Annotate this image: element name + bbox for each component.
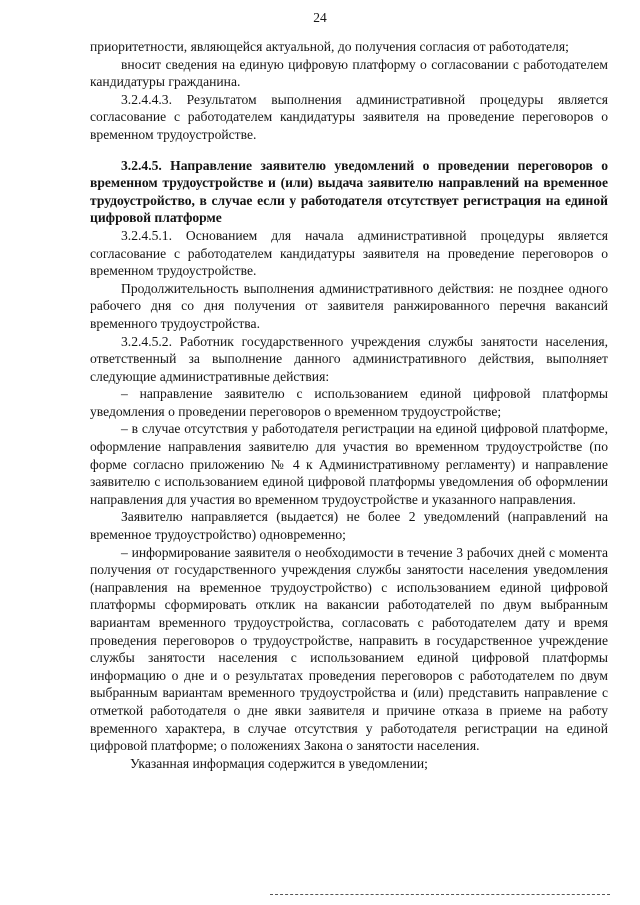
paragraph-continuation: приоритетности, являющейся актуальной, до получения согласия от работодателя;: [90, 39, 569, 54]
paragraph-basis-3-2-4-5-1: 3.2.4.5.1. Основанием для начала административной процедуры является согласование с работодателем кандидатуры заявителя на проведение переговоров о временном трудоустройстве.: [90, 227, 608, 279]
list-item-no-registration: – в случае отсутствия у работодателя регистрации на единой цифровой платформе, оформление направления заявителю для участия во временном трудоустройстве (по форме согласно приложению № 4 к Административному регламенту) и направление заявителю с использованием единой цифровой платформы уведомления об оформлении направления для участия во временном трудоустройстве и указанного направления.: [90, 421, 608, 507]
paragraph-enters-info: вносит сведения на единую цифровую платформу о согласовании с работодателем кандидатуры гражданина.: [90, 56, 608, 90]
paragraph-info-contained: Указанная информация содержится в уведомлении;: [130, 755, 428, 771]
page-body: [90, 38, 608, 772]
paragraph-employee-3-2-4-5-2: 3.2.4.5.2. Работник государственного учреждения службы занятости населения, ответственный за выполнение данного административного действия, выполняет следующие административные действия:: [90, 333, 608, 384]
list-item-send-notice: – направление заявителю с использованием единой цифровой платформы уведомления о проведении переговоров о временном трудоустройстве;: [90, 386, 608, 419]
section-heading-3-2-4-5: 3.2.4.5. Направление заявителю уведомлений о проведении переговоров о временном трудоустройстве и (или) выдача заявителю направлений на временное трудоустройство, в случае если у работодателя отсутствует регистрация на единой цифровой платформе: [90, 157, 608, 226]
list-item-informing: – информирование заявителя о необходимости в течение 3 рабочих дней с момента получения от государственного учреждения службы занятости населения уведомления (направления на временное трудоустройство) с использованием единой цифровой платформы сформировать отклик на вакансии работодателей по двум выбранным вариантам временного трудоустройства, согласовать с работодателем дату и время проведения переговоров о трудоустройстве, направить в государственное учреждение службы занятости населения с использованием единой цифровой платформы информацию о дне и о результатах проведения переговоров с работодателем по двум выбранным вариантам временного трудоустройства и (или) представить направление с отметкой работодателя о дне явки заявителя и причине отказа в приеме на работу временного характера, в случае отсутствия у работодателя регистрации на единой цифровой платформе; о положениях Закона о занятости населения.: [90, 544, 608, 754]
paragraph-result-3-2-4-4-3: 3.2.4.4.3. Результатом выполнения административной процедуры является согласование с работодателем кандидатуры заявителя на проведение переговоров о временном трудоустройстве.: [90, 91, 608, 142]
paragraph-max-notices: Заявителю направляется (выдается) не более 2 уведомлений (направлений на временное трудоустройство) одновременно;: [90, 509, 608, 543]
footer-dashed-line: [270, 894, 610, 895]
page-number: 24: [313, 10, 327, 25]
paragraph-duration: Продолжительность выполнения административного действия: не позднее одного рабочего дня со дня получения от заявителя ранжированного перечня вакансий временного трудоустройства.: [90, 280, 608, 331]
